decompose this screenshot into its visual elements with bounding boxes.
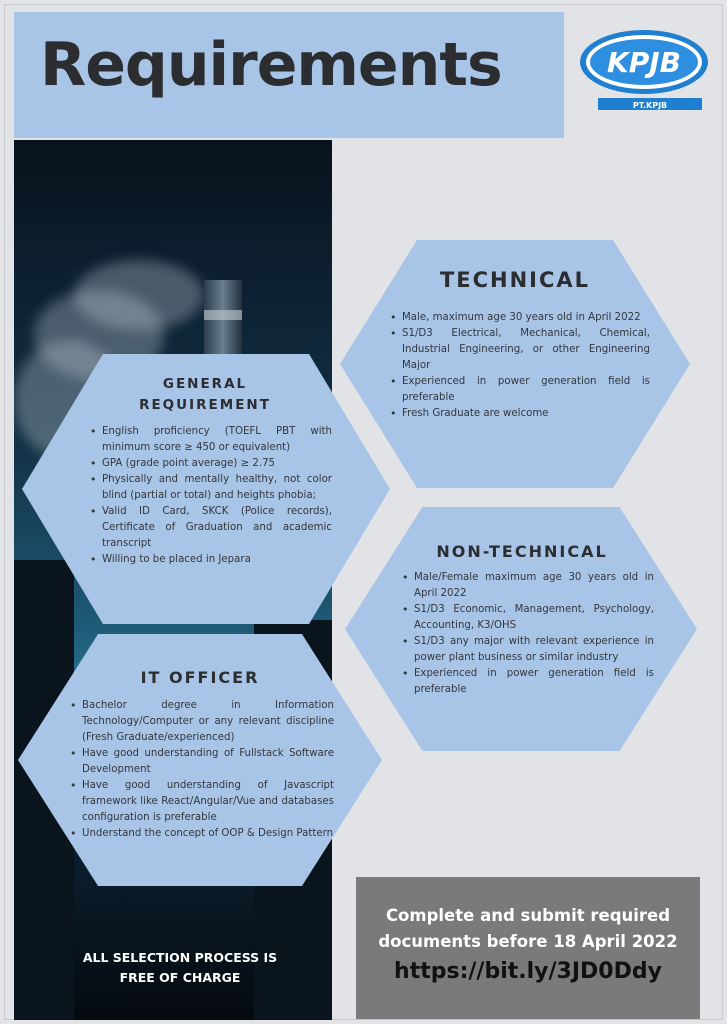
list-item: • GPA (grade point average) ≥ 2.75: [88, 456, 332, 472]
deadline-line-1: Complete and submit required: [385, 906, 671, 925]
list-item: • S1/D3 any major with relevant experience in power plant business or similar industry: [400, 634, 654, 666]
list-item: • Willing to be placed in Jepara: [88, 552, 332, 568]
it-officer-title: IT OFFICER: [140, 668, 260, 687]
list-item: • Bachelor degree in Information Technology/Computer or any relevant discipline (Fresh Graduate/experienced): [68, 698, 334, 746]
list-item: • Understand the concept of OOP & Design Pattern: [68, 826, 334, 842]
application-link[interactable]: https://bit.ly/3JD0Ddy: [394, 959, 662, 984]
submission-box: [356, 877, 700, 1019]
general-requirement-list: [88, 424, 332, 568]
list-item: • English proficiency (TOEFL PBT with minimum score ≥ 450 or equivalent): [88, 424, 332, 456]
general-title-line1: GENERAL: [162, 376, 248, 392]
list-item: • S1/D3 Electrical, Mechanical, Chemical, Industrial Engineering, or other Engineering Major: [388, 326, 650, 374]
logo-subtext: PT.KPJB: [632, 101, 668, 110]
list-item: • Have good understanding of Javascript framework like React/Angular/Vue and databases configuration is preferable: [68, 778, 334, 826]
list-item: • Valid ID Card, SKCK (Police records), Certificate of Graduation and academic transcript: [88, 504, 332, 552]
non-technical-title: NON-TECHNICAL: [436, 542, 608, 561]
kpjb-logo: [578, 28, 710, 112]
list-item: • Male/Female maximum age 30 years old in April 2022: [400, 570, 654, 602]
free-of-charge-note: [30, 948, 330, 988]
technical-title: TECHNICAL: [439, 268, 591, 292]
logo-text: KPJB: [607, 46, 681, 79]
free-line-1: ALL SELECTION PROCESS IS: [82, 950, 278, 965]
list-item: • Have good understanding of Fullstack Software Development: [68, 746, 334, 778]
non-technical-list: [400, 570, 654, 698]
free-line-2: FREE OF CHARGE: [119, 970, 241, 985]
list-item: • Fresh Graduate are welcome: [388, 406, 650, 422]
page-title: Requirements: [40, 30, 502, 100]
list-item: • Experienced in power generation field is preferable: [400, 666, 654, 698]
list-item: • Experienced in power generation field is preferable: [388, 374, 650, 406]
list-item: • Physically and mentally healthy, not color blind (partial or total) and heights phobia;: [88, 472, 332, 504]
list-item: • S1/D3 Economic, Management, Psychology, Accounting, K3/OHS: [400, 602, 654, 634]
deadline-line-2: documents before 18 April 2022: [378, 932, 678, 951]
list-item: • Male, maximum age 30 years old in April 2022: [388, 310, 650, 326]
it-officer-list: [68, 698, 334, 842]
technical-list: [388, 310, 650, 422]
general-title-line2: REQUIREMENT: [139, 397, 271, 413]
